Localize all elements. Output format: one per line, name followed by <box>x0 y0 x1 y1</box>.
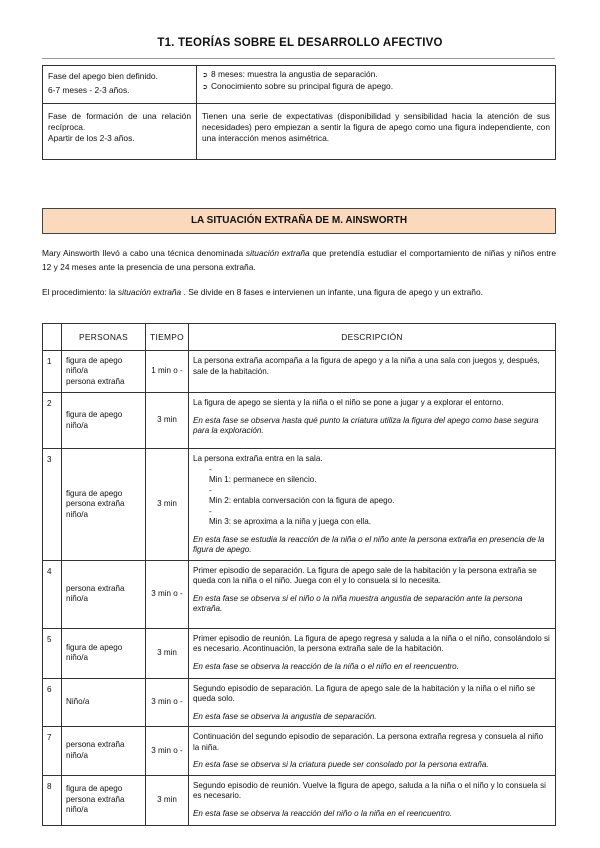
episode-personas <box>62 393 146 449</box>
episode-descripcion <box>189 560 556 628</box>
episode-descripcion <box>189 393 556 449</box>
page-title: T1. TEORÍAS SOBRE EL DESARROLLO AFECTIVO <box>157 37 443 49</box>
description-text: Primer episodio de reunión. La figura de apego regresa y saluda a la niña o el niño, consolándolo si es necesario. Acontinuación, la persona extraña sale de la habitación. <box>193 633 550 653</box>
episode-number: 2 <box>43 393 62 449</box>
episode-number: 8 <box>43 775 62 825</box>
description-text: Continuación del segundo episodio de separación. La persona extraña regresa y consuela al niño la niña. <box>193 732 544 752</box>
paragraph-text: que pretendía estudiar el comportamiento de niñas y niños entre 12 y 24 meses ante la presencia de una persona extraña. <box>42 248 556 272</box>
persona-item: Niño/a <box>66 697 90 706</box>
episode-tiempo: 1 min o - <box>146 351 189 393</box>
episode-tiempo: 3 min o - <box>146 727 189 776</box>
description-text: Primer episodio de separación. La figura de apego sale de la habitación y la persona extraña se queda con la niña o el niño. Juega con el y lo consuela si lo necesita. <box>193 565 537 585</box>
list-item <box>209 507 551 528</box>
episode-personas <box>62 628 146 678</box>
persona-item: figura de apego <box>66 488 123 498</box>
phase-cell <box>43 104 197 160</box>
observation-note: En esta fase se observa si la criatura puede ser consolado por la persona extraña. <box>193 760 489 769</box>
episode-number: 4 <box>43 560 62 628</box>
episodes-table <box>42 323 556 826</box>
persona-item: niño/a <box>66 594 89 603</box>
episode-number: 1 <box>43 351 62 393</box>
episode-personas <box>62 560 146 628</box>
observation-note: En esta fase se observa la reacción del niño o la niña en el reencuentro. <box>193 808 453 818</box>
header-descripcion: DESCRIPCIÓN <box>189 324 556 351</box>
section-heading: LA SITUACIÓN EXTRAÑA DE M. AINSWORTH <box>42 208 556 234</box>
intro-paragraph <box>42 246 556 274</box>
phase-description-cell: Tienen una serie de expectativas (disponibilidad y sensibilidad hacia la atención de sus necesidades) pero empiezan a sentir la figura de apego como una figura independiente, con una interacción menos asimétrica. <box>197 104 556 160</box>
list-item <box>202 69 550 81</box>
table-row <box>43 727 556 776</box>
episode-tiempo: 3 min o - <box>146 560 189 628</box>
persona-item: persona extraña <box>66 583 125 593</box>
episode-descripcion <box>189 449 556 561</box>
table-row <box>43 104 556 160</box>
episode-descripcion <box>189 351 556 393</box>
list-item <box>209 486 551 507</box>
episode-descripcion <box>189 678 556 727</box>
header-personas: PERSONAS <box>62 324 146 351</box>
episode-tiempo: 3 min <box>146 393 189 449</box>
minute-text: Min 2: entabla conversación con la figura de apego. <box>209 496 395 505</box>
description-text: La figura de apego se sienta y la niña o el niño se pone a jugar y a explorar el entorno. <box>193 398 504 407</box>
observation-note: En esta fase se observa la reacción de la niña o el niño en el reencuentro. <box>193 661 459 671</box>
dash-bullet-icon: - <box>209 485 212 495</box>
phase-description-cell <box>197 66 556 104</box>
table-header-row <box>43 324 556 351</box>
persona-item: niño/a <box>66 805 89 815</box>
persona-item: persona extraña <box>66 794 125 804</box>
persona-item: figura de apego <box>66 410 123 419</box>
episode-personas <box>62 727 146 776</box>
paragraph-text: . Se divide en 8 fases e intervienen un infante, una figura de apego y un extraño. <box>181 287 483 297</box>
episode-tiempo: 3 min <box>146 775 189 825</box>
persona-item: persona extraña <box>66 740 125 750</box>
persona-item: niño/a <box>66 653 89 662</box>
episode-tiempo: 3 min <box>146 628 189 678</box>
phase-name: Fase de formación de una relación recíproca. <box>48 111 191 132</box>
arrow-bullet-icon: ➲ <box>202 84 208 91</box>
episodes-body <box>43 351 556 826</box>
persona-item: persona extraña <box>66 499 125 508</box>
table-row <box>43 775 556 825</box>
episode-number: 7 <box>43 727 62 776</box>
episode-personas <box>62 449 146 561</box>
persona-item: figura de apego <box>66 355 123 365</box>
dash-bullet-icon: - <box>209 464 212 474</box>
episode-personas <box>62 775 146 825</box>
bullet-text: Conocimiento sobre su principal figura de apego. <box>211 81 394 91</box>
minute-text: Min 3: se aproxima a la niña y juega con ella. <box>209 517 371 526</box>
description-text: La persona extraña acompaña a la figura de apego y a la niña a una sala con juegos y, después, sale de la habitación. <box>193 356 540 376</box>
list-item <box>202 81 550 93</box>
table-row <box>43 678 556 727</box>
procedure-paragraph <box>42 285 556 299</box>
header-tiempo: TIEMPO <box>146 324 189 351</box>
table-row <box>43 628 556 678</box>
episode-number: 5 <box>43 628 62 678</box>
persona-item: niño/a <box>66 420 89 430</box>
persona-item: figura de apego <box>66 784 123 794</box>
title-divider <box>42 58 555 59</box>
observation-note: En esta fase se observa hasta qué punto la criatura utiliza la figura del apego como base segura para la exploración. <box>193 415 539 435</box>
persona-item: figura de apego <box>66 642 123 652</box>
paragraph-text: El procedimiento: la <box>42 287 118 297</box>
persona-item: niño/a <box>66 750 89 760</box>
observation-note: En esta fase se observa la angustia de separación. <box>193 711 377 721</box>
description-text: La persona extraña entra en la sala. <box>193 454 323 463</box>
persona-item: niño/a <box>66 509 89 519</box>
table-row <box>43 351 556 393</box>
paragraph-text: Mary Ainsworth llevó a cabo una técnica denominada <box>42 248 246 258</box>
episode-tiempo: 3 min <box>146 449 189 561</box>
description-text: Segundo episodio de reunión. Vuelve la figura de apego, saluda a la niña o el niño y lo consuela si es necesario. <box>193 780 546 800</box>
persona-item: niño/a <box>66 366 89 376</box>
table-row <box>43 449 556 561</box>
episode-tiempo: 3 min o - <box>146 678 189 727</box>
observation-note: En esta fase se estudia la reacción de la niña o el niño ante la persona extraña en presencia de la figura de apego. <box>193 534 545 554</box>
arrow-bullet-icon: ➲ <box>202 72 208 79</box>
emphasis-text: situación extraña <box>117 287 182 297</box>
episode-descripcion <box>189 727 556 776</box>
table-row <box>43 560 556 628</box>
observation-note: En esta fase se observa si el niño o la niña muestra angustia de separación ante la persona extraña. <box>193 593 523 613</box>
dash-bullet-icon: - <box>209 506 212 516</box>
table-row <box>43 393 556 449</box>
episode-personas <box>62 351 146 393</box>
minutes-list <box>193 465 551 528</box>
episode-number: 6 <box>43 678 62 727</box>
persona-item: persona extraña <box>66 376 125 386</box>
phase-cell <box>43 66 197 104</box>
episode-number: 3 <box>43 449 62 561</box>
episode-descripcion <box>189 775 556 825</box>
minute-text: Min 1: permanece en silencio. <box>209 475 317 484</box>
episode-personas <box>62 678 146 727</box>
bullet-text: 8 meses: muestra la angustia de separación. <box>211 69 378 79</box>
list-item <box>209 465 551 486</box>
phase-name: Fase del apego bien definido. <box>48 71 158 81</box>
emphasis-text: situación extraña <box>245 248 310 258</box>
table-row <box>43 66 556 104</box>
phases-table <box>42 65 556 160</box>
phase-age: Apartir de los 2-3 años. <box>48 133 135 143</box>
phase-age: 6-7 meses - 2-3 años. <box>48 85 130 95</box>
description-text: Segundo episodio de separación. La figura de apego sale de la habitación y la niña o el niño se queda solo. <box>193 683 535 703</box>
episode-descripcion <box>189 628 556 678</box>
header-num <box>43 324 62 351</box>
